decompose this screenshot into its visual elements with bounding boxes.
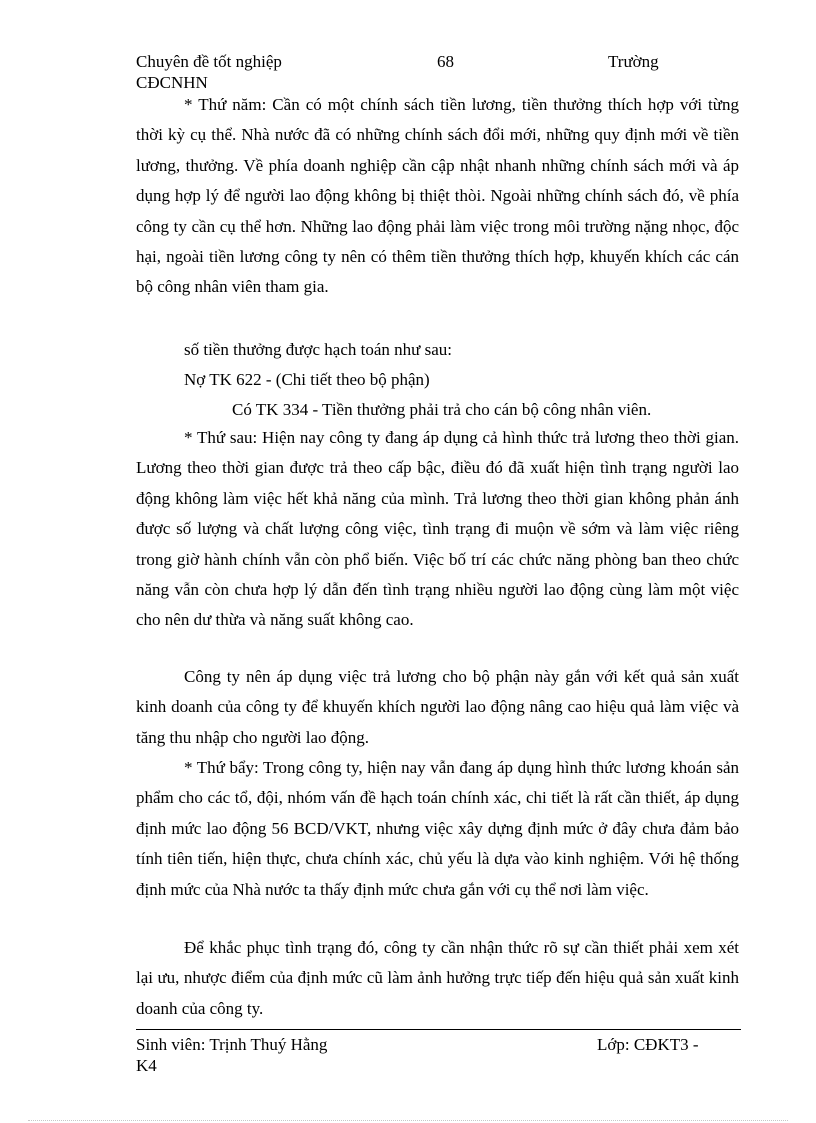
header-continuation: CĐCNHN bbox=[136, 73, 208, 92]
paragraph-remedy: Để khắc phục tình trạng đó, công ty cần nhận thức rõ sự cần thiết phải xem xét lại ưu, nhược điểm của định mức cũ làm ảnh hưởng trực tiếp đến hiệu quả sản xuất kinh doanh của công ty. bbox=[136, 938, 739, 1018]
header-left: Chuyên đề tốt nghiệp bbox=[136, 52, 282, 71]
paragraph-sixth-point: * Thứ sau: Hiện nay công ty đang áp dụng cả hình thức trả lương theo thời gian. Lương theo thời gian được trả theo cấp bậc, điều đó đã xuất hiện tình trạng người lao động không làm việc hết khả năng của mình. Trả lương theo thời gian không phản ánh được số lượng và chất lượng công việc, tình trạng đi muộn về sớm và làm việc riêng trong giờ hành chính vẫn còn phổ biến. Việc bố trí các chức năng phòng ban theo chức năng vẫn còn chưa hợp lý dẫn đến tình trạng nhiều người lao động cùng làm một việc cho nên dư thừa và năng suất không cao. bbox=[136, 428, 739, 630]
page-bottom-border bbox=[28, 1120, 788, 1121]
header-right: Trường bbox=[608, 52, 659, 71]
credit-entry: Có TK 334 - Tiền thưởng phải trả cho cán bộ công nhân viên. bbox=[232, 400, 652, 419]
footer-class: Lớp: CĐKT3 - bbox=[597, 1035, 699, 1054]
paragraph-fifth-point: * Thứ năm: Cần có một chính sách tiền lương, tiền thưởng thích hợp với từng thời kỳ cụ thể. Nhà nước đã có những chính sách đổi mới, những quy định mới về tiền lương, thưởng. Về phía doanh nghiệp cần cập nhật nhanh những chính sách mới và áp dụng hợp lý để người lao động không bị thiệt thòi. Ngoài những chính sách đó, về phía công ty cần cụ thể hơn. Những lao động phải làm việc trong môi trường nặng nhọc, độc hại, ngoài tiền lương công ty nên có thêm tiền thưởng thích hợp, khuyến khích các cán bộ công nhân viên tham gia. bbox=[136, 95, 739, 297]
footer-class-continuation: K4 bbox=[136, 1056, 157, 1075]
paragraph-seventh-point: * Thứ bẩy: Trong công ty, hiện nay vẫn đang áp dụng hình thức lương khoán sản phẩm cho các tổ, đội, nhóm vấn đề hạch toán chính xác, chi tiết là rất cần thiết, áp dụng định mức lao động 56 BCD/VKT, nhưng việc xây dựng định mức ở đây chưa đảm bảo tính tiên tiến, hiện thực, chưa chính xác, chủ yếu là dựa vào kinh nghiệm. Với hệ thống định mức của Nhà nước ta thấy định mức chưa gắn với cụ thể nơi làm việc. bbox=[136, 758, 739, 899]
footer-student: Sinh viên: Trịnh Thuý Hằng bbox=[136, 1035, 328, 1054]
debit-entry: Nợ TK 622 - (Chi tiết theo bộ phận) bbox=[184, 370, 430, 389]
page-number: 68 bbox=[437, 52, 454, 71]
paragraph-recommendation: Công ty nên áp dụng việc trả lương cho bộ phận này gắn với kết quả sản xuất kinh doanh của công ty để khuyến khích người lao động nâng cao hiệu quả làm việc và tăng thu nhập cho người lao động. bbox=[136, 667, 739, 747]
bonus-accounting-intro: số tiền thưởng được hạch toán như sau: bbox=[184, 340, 452, 359]
footer-rule bbox=[136, 1029, 741, 1030]
